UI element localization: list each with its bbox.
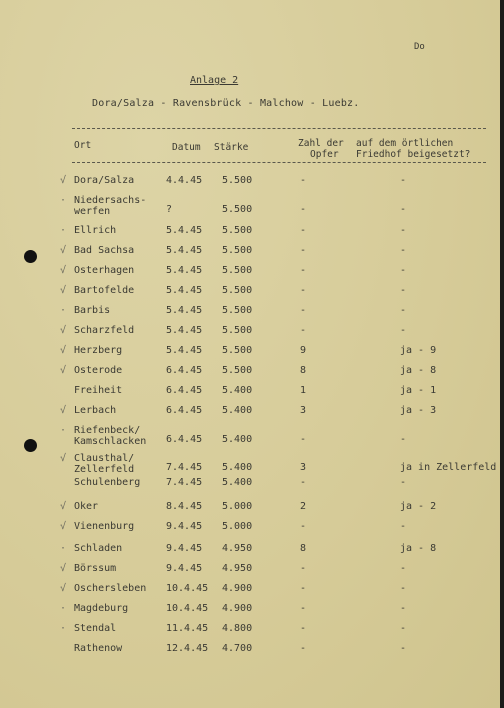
cell-ort: Oker: [74, 501, 99, 512]
cell-opfer: 8: [300, 543, 307, 554]
cell-staerke: 5.400: [222, 434, 253, 445]
cell-opfer: -: [300, 245, 307, 256]
corner-mark: Do: [414, 42, 425, 52]
cell-friedhof: -: [400, 477, 407, 488]
cell-datum: 10.4.45: [166, 583, 209, 594]
table-row: [0, 543, 500, 563]
table-row: [0, 365, 500, 385]
cell-opfer: -: [300, 225, 307, 236]
cell-ort: Vienenburg: [74, 521, 135, 532]
col-header-ort: Ort: [74, 140, 92, 151]
cell-friedhof: -: [400, 305, 407, 316]
col-header-friedhof-2: Friedhof beigesetzt?: [356, 149, 471, 160]
cell-staerke: 4.900: [222, 583, 253, 594]
cell-staerke: 5.500: [222, 175, 253, 186]
cell-datum: ?: [166, 204, 173, 215]
check-mark: √: [60, 245, 67, 256]
cell-friedhof: ja - 8: [400, 365, 437, 376]
cell-staerke: 5.400: [222, 462, 253, 473]
table-row: [0, 245, 500, 265]
table-row: [0, 425, 500, 445]
cell-staerke: 5.500: [222, 285, 253, 296]
check-mark: ·: [60, 425, 67, 436]
cell-datum: 12.4.45: [166, 643, 209, 654]
cell-ort: Herzberg: [74, 345, 123, 356]
cell-staerke: 5.500: [222, 325, 253, 336]
cell-friedhof: -: [400, 643, 407, 654]
cell-ort: Lerbach: [74, 405, 117, 416]
cell-datum: 9.4.45: [166, 563, 203, 574]
cell-datum: 5.4.45: [166, 285, 203, 296]
cell-staerke: 5.400: [222, 385, 253, 396]
cell-opfer: -: [300, 563, 307, 574]
cell-friedhof: -: [400, 434, 407, 445]
cell-opfer: 8: [300, 365, 307, 376]
check-mark: ·: [60, 543, 67, 554]
cell-friedhof: ja - 8: [400, 543, 437, 554]
cell-friedhof: -: [400, 204, 407, 215]
cell-staerke: 5.500: [222, 204, 253, 215]
cell-ort: Magdeburg: [74, 603, 129, 614]
check-mark: √: [60, 405, 67, 416]
check-mark: √: [60, 175, 67, 186]
check-mark: √: [60, 365, 67, 376]
check-mark: √: [60, 583, 67, 594]
cell-friedhof: -: [400, 603, 407, 614]
cell-opfer: -: [300, 325, 307, 336]
check-mark: √: [60, 345, 67, 356]
cell-ort: Clausthal/: [74, 453, 135, 464]
check-mark: √: [60, 521, 67, 532]
cell-staerke: 5.000: [222, 521, 253, 532]
cell-datum: 6.4.45: [166, 405, 203, 416]
cell-friedhof: -: [400, 325, 407, 336]
cell-opfer: -: [300, 521, 307, 532]
cell-opfer: 2: [300, 501, 307, 512]
table-row: [0, 563, 500, 583]
cell-ort: Dora/Salza: [74, 175, 135, 186]
cell-opfer: 3: [300, 462, 307, 473]
cell-datum: 5.4.45: [166, 305, 203, 316]
cell-friedhof: ja - 2: [400, 501, 437, 512]
table-row: [0, 385, 500, 405]
cell-staerke: 5.400: [222, 477, 253, 488]
cell-ort: Niedersachs-: [74, 195, 147, 206]
cell-friedhof: ja - 3: [400, 405, 437, 416]
cell-datum: 6.4.45: [166, 365, 203, 376]
header-rule-top: [72, 128, 486, 129]
cell-datum: 4.4.45: [166, 175, 203, 186]
table-row: [0, 453, 500, 473]
cell-staerke: 5.500: [222, 305, 253, 316]
cell-ort: Oschersleben: [74, 583, 147, 594]
cell-datum: 11.4.45: [166, 623, 209, 634]
cell-ort: Riefenbeck/: [74, 425, 141, 436]
cell-staerke: 4.950: [222, 543, 253, 554]
table-row: [0, 501, 500, 521]
check-mark: ·: [60, 603, 67, 614]
cell-datum: 6.4.45: [166, 434, 203, 445]
col-header-staerke: Stärke: [214, 142, 249, 153]
cell-ort: Schulenberg: [74, 477, 141, 488]
cell-opfer: -: [300, 603, 307, 614]
table-row: [0, 405, 500, 425]
cell-staerke: 5.500: [222, 265, 253, 276]
cell-staerke: 5.500: [222, 345, 253, 356]
cell-ort: Börssum: [74, 563, 117, 574]
cell-opfer: -: [300, 204, 307, 215]
table-row: [0, 285, 500, 305]
cell-opfer: -: [300, 285, 307, 296]
header-rule-bottom: [72, 162, 486, 163]
table-row: [0, 265, 500, 285]
cell-staerke: 5.500: [222, 225, 253, 236]
table-row: [0, 643, 500, 663]
cell-datum: 10.4.45: [166, 603, 209, 614]
cell-friedhof: -: [400, 285, 407, 296]
table-row: [0, 623, 500, 643]
cell-opfer: 3: [300, 405, 307, 416]
cell-staerke: 4.800: [222, 623, 253, 634]
cell-datum: 5.4.45: [166, 325, 203, 336]
cell-ort: Schladen: [74, 543, 123, 554]
cell-friedhof: -: [400, 225, 407, 236]
cell-friedhof: -: [400, 583, 407, 594]
cell-datum: 8.4.45: [166, 501, 203, 512]
check-mark: ·: [60, 195, 67, 206]
cell-opfer: -: [300, 623, 307, 634]
document-title: Anlage 2: [190, 75, 239, 86]
table-row: [0, 195, 500, 215]
check-mark: √: [60, 265, 67, 276]
cell-ort: Freiheit: [74, 385, 123, 396]
cell-datum: 9.4.45: [166, 543, 203, 554]
cell-ort: Osterhagen: [74, 265, 135, 276]
cell-friedhof: -: [400, 521, 407, 532]
cell-opfer: 9: [300, 345, 307, 356]
col-header-friedhof-1: auf dem örtlichen: [356, 138, 454, 149]
cell-friedhof: -: [400, 563, 407, 574]
cell-friedhof: -: [400, 265, 407, 276]
cell-datum: 7.4.45: [166, 477, 203, 488]
check-mark: √: [60, 453, 67, 464]
cell-staerke: 5.400: [222, 405, 253, 416]
col-header-opfer-1: Zahl der: [298, 138, 344, 149]
cell-staerke: 5.500: [222, 245, 253, 256]
cell-friedhof: -: [400, 245, 407, 256]
table-row: [0, 325, 500, 345]
check-mark: √: [60, 325, 67, 336]
check-mark: ·: [60, 305, 67, 316]
cell-opfer: -: [300, 477, 307, 488]
cell-ort-line2: werfen: [74, 206, 111, 217]
table-row: [0, 175, 500, 195]
check-mark: ·: [60, 225, 67, 236]
cell-staerke: 4.700: [222, 643, 253, 654]
col-header-opfer-2: Opfer: [310, 149, 339, 160]
cell-datum: 5.4.45: [166, 245, 203, 256]
cell-friedhof: -: [400, 623, 407, 634]
cell-datum: 6.4.45: [166, 385, 203, 396]
cell-opfer: -: [300, 305, 307, 316]
table-row: [0, 225, 500, 245]
cell-ort: Rathenow: [74, 643, 123, 654]
cell-ort: Osterode: [74, 365, 123, 376]
table-row: [0, 477, 500, 497]
cell-friedhof: ja - 9: [400, 345, 437, 356]
cell-staerke: 5.500: [222, 365, 253, 376]
cell-ort: Bad Sachsa: [74, 245, 135, 256]
cell-ort: Bartofelde: [74, 285, 135, 296]
table-row: [0, 583, 500, 603]
cell-opfer: -: [300, 265, 307, 276]
cell-opfer: -: [300, 434, 307, 445]
col-header-datum: Datum: [172, 142, 201, 153]
cell-ort: Barbis: [74, 305, 111, 316]
cell-ort: Scharzfeld: [74, 325, 135, 336]
check-mark: √: [60, 501, 67, 512]
cell-staerke: 4.900: [222, 603, 253, 614]
check-mark: ·: [60, 623, 67, 634]
check-mark: √: [60, 563, 67, 574]
cell-staerke: 5.000: [222, 501, 253, 512]
table-row: [0, 305, 500, 325]
cell-ort: Stendal: [74, 623, 117, 634]
table-row: [0, 345, 500, 365]
cell-friedhof: ja in Zellerfeld: [400, 462, 497, 473]
cell-ort-line2: Kamschlacken: [74, 436, 147, 447]
cell-friedhof: -: [400, 175, 407, 186]
cell-opfer: -: [300, 583, 307, 594]
cell-datum: 7.4.45: [166, 462, 203, 473]
cell-opfer: 1: [300, 385, 307, 396]
cell-datum: 5.4.45: [166, 345, 203, 356]
cell-opfer: -: [300, 643, 307, 654]
cell-opfer: -: [300, 175, 307, 186]
cell-datum: 5.4.45: [166, 225, 203, 236]
cell-friedhof: ja - 1: [400, 385, 437, 396]
cell-datum: 5.4.45: [166, 265, 203, 276]
cell-datum: 9.4.45: [166, 521, 203, 532]
cell-staerke: 4.950: [222, 563, 253, 574]
table-row: [0, 521, 500, 541]
cell-ort: Ellrich: [74, 225, 117, 236]
cell-ort-line2: Zellerfeld: [74, 464, 135, 475]
route-subtitle: Dora/Salza - Ravensbrück - Malchow - Luebz.: [92, 98, 360, 109]
check-mark: √: [60, 285, 67, 296]
table-row: [0, 603, 500, 623]
